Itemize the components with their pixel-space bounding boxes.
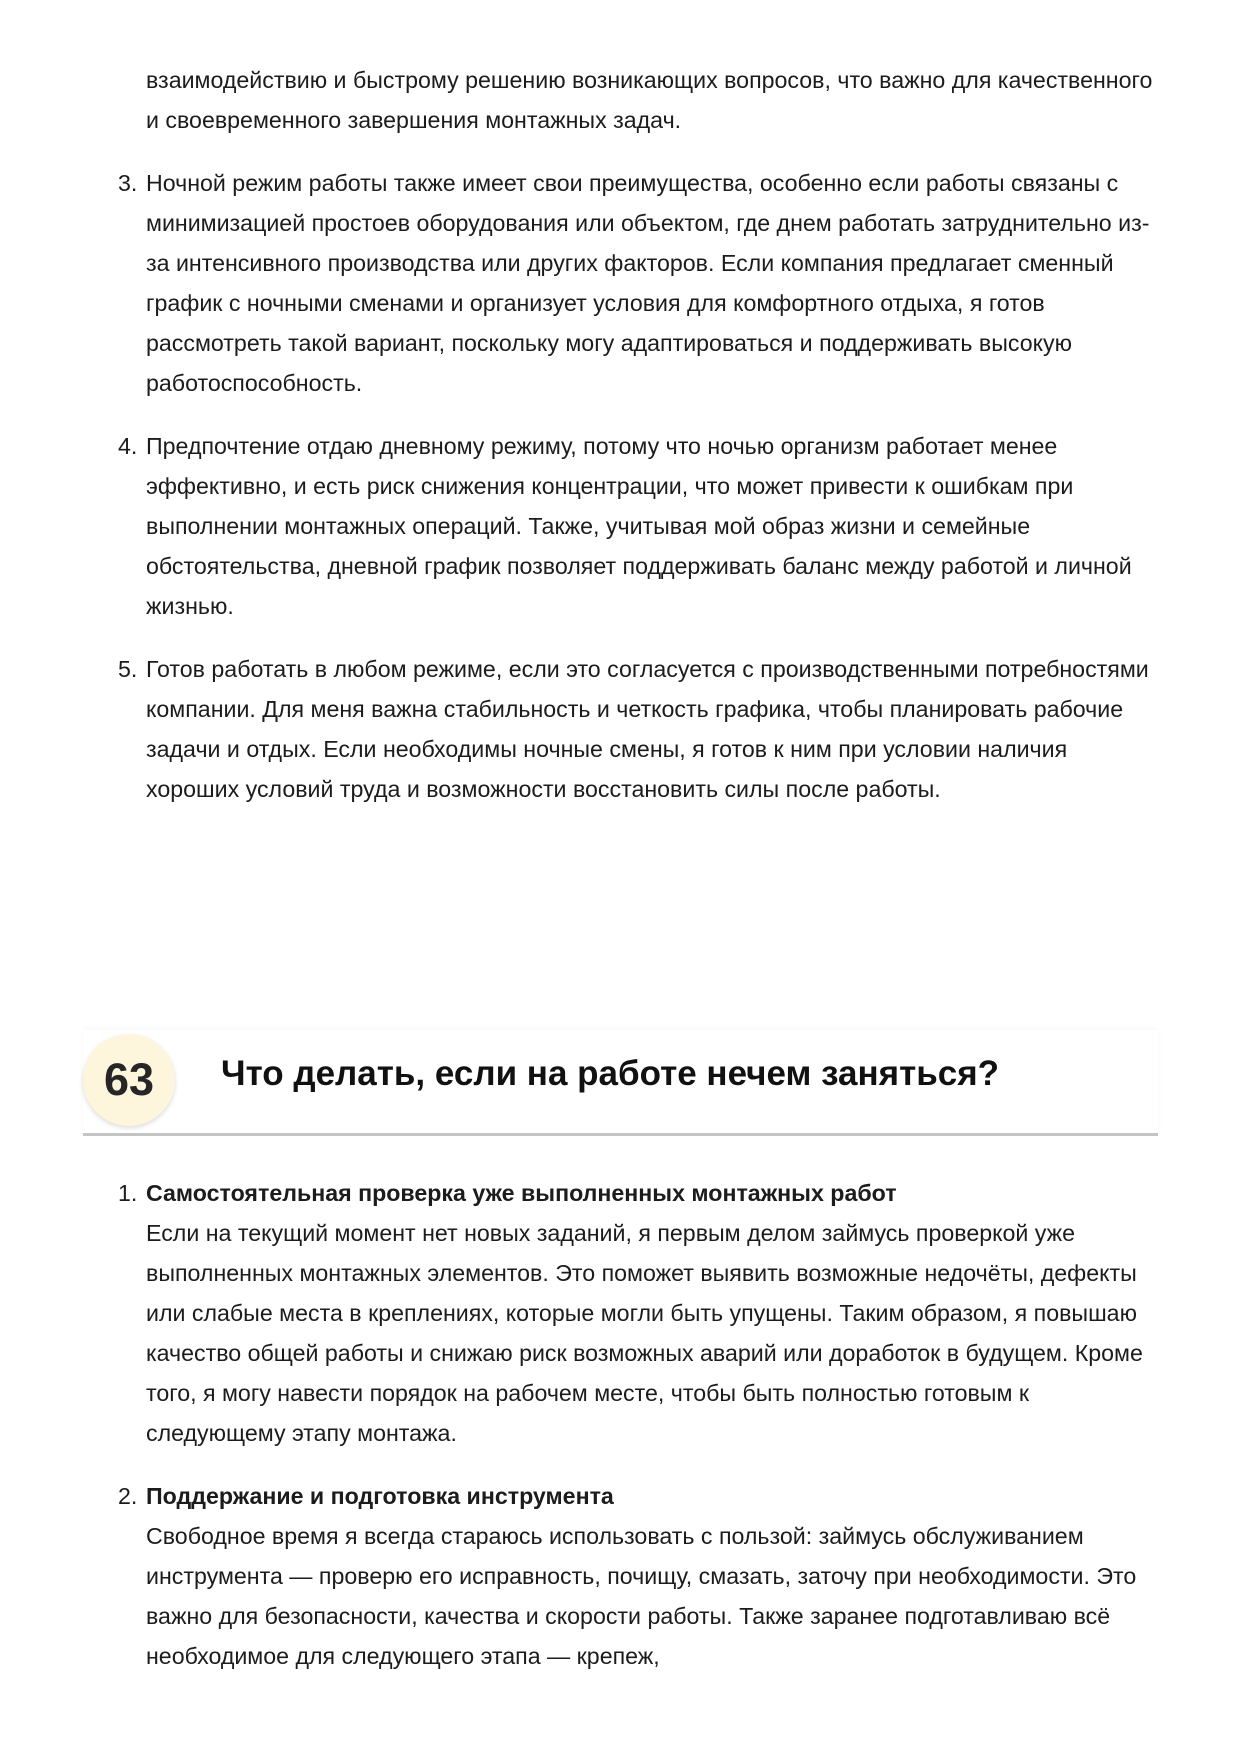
list-item-title: Самостоятельная проверка уже выполненных монтажных работ: [146, 1180, 897, 1206]
section-number-badge: 63: [83, 1034, 175, 1126]
list-item-number: 1.: [118, 1180, 138, 1206]
continued-paragraph: [118, 60, 1158, 140]
list-item-text: Свободное время я всегда стараюсь использовать с пользой: займусь обслуживанием инструмента — проверю его исправность, почищу, смазать, заточу при необходимости. Это важно для безопасности, качества и скорости работы. Также заранее подготавливаю всё необходимое для следующего этапа — крепеж,: [146, 1523, 1137, 1669]
list-item-number: 3.: [118, 170, 138, 196]
list-item-text: Готов работать в любом режиме, если это согласуется с производственными потребностями компании. Для меня важна стабильность и четкость графика, чтобы планировать рабочие задачи и отдых. Если необходимы ночные смены, я готов к ним при условии наличия хороших условий труда и возможности восстановить силы после работы.: [146, 656, 1149, 802]
list-item-text: Если на текущий момент нет новых заданий, я первым делом займусь проверкой уже выполненных монтажных элементов. Это поможет выявить возможные недочёты, дефекты или слабые места в креплениях, которые могли быть упущены. Таким образом, я повышаю качество общей работы и снижаю риск возможных аварий или доработок в будущем. Кроме того, я могу навести порядок на рабочем месте, чтобы быть полностью готовым к следующему этапу монтажа.: [146, 1220, 1143, 1446]
section-title: Что делать, если на работе нечем заняться?: [221, 1054, 999, 1093]
answer-list-top: [118, 60, 1158, 832]
list-item-number: 4.: [118, 433, 138, 459]
continued-paragraph-text: взаимодействию и быстрому решению возникающих вопросов, что важно для качественного и своевременного завершения монтажных задач.: [146, 67, 1153, 133]
list-item-title: Поддержание и подготовка инструмента: [146, 1483, 614, 1509]
section-heading: [83, 1030, 1158, 1136]
list-item: [118, 426, 1158, 626]
list-item: [118, 1173, 1158, 1453]
list-item-text: Предпочтение отдаю дневному режиму, потому что ночью организм работает менее эффективно, и есть риск снижения концентрации, что может привести к ошибкам при выполнении монтажных операций. Также, учитывая мой образ жизни и семейные обстоятельства, дневной график позволяет поддерживать баланс между работой и личной жизнью.: [146, 433, 1132, 619]
list-item: [118, 163, 1158, 403]
list-item-number: 5.: [118, 656, 138, 682]
list-item-number: 2.: [118, 1483, 138, 1509]
list-item-text: Ночной режим работы также имеет свои преимущества, особенно если работы связаны с минимизацией простоев оборудования или объектом, где днем работать затруднительно из-за интенсивного производства или других факторов. Если компания предлагает сменный график с ночными сменами и организует условия для комфортного отдыха, я готов рассмотреть такой вариант, поскольку могу адаптироваться и поддерживать высокую работоспособность.: [146, 170, 1150, 396]
list-item: [118, 1476, 1158, 1676]
list-item: [118, 649, 1158, 809]
answer-list-bottom: [118, 1173, 1158, 1699]
